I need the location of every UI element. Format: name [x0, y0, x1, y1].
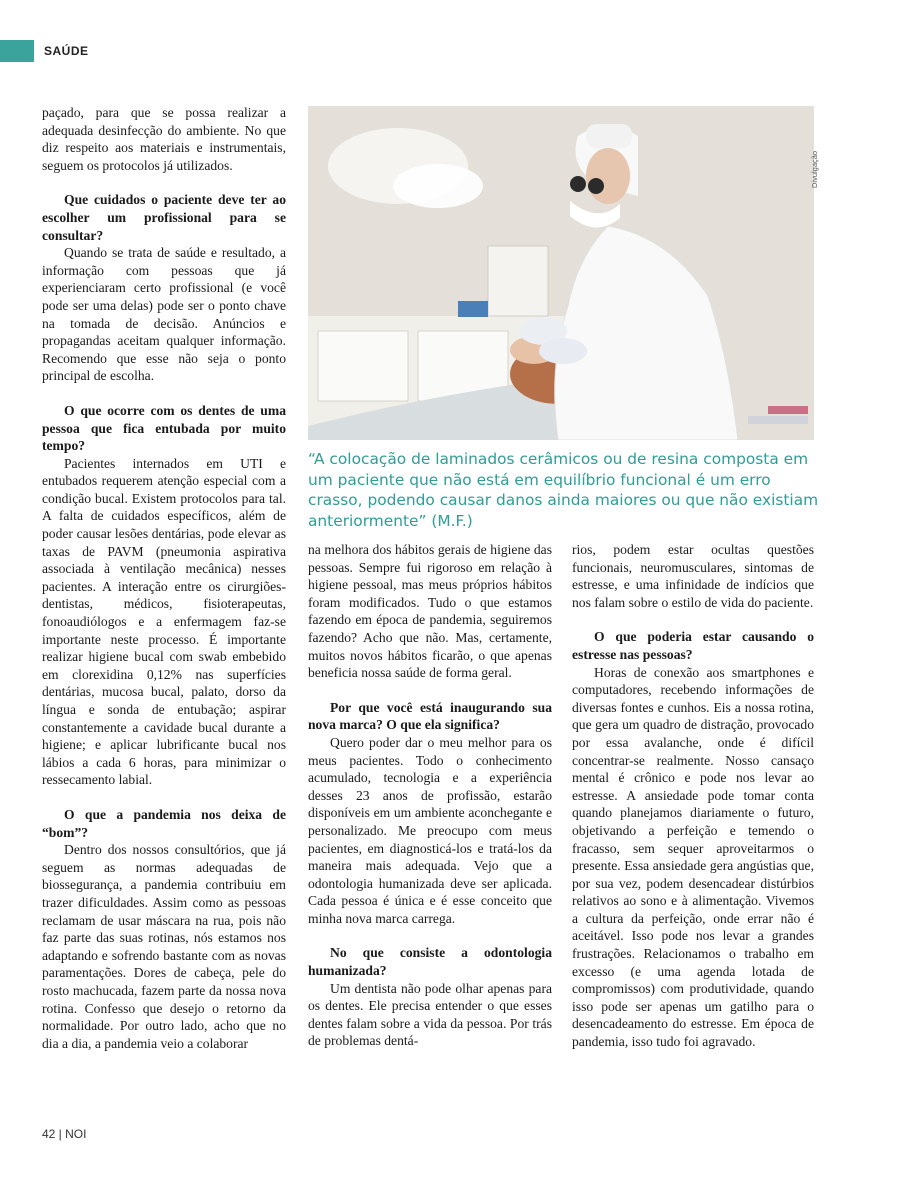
paragraph: Quero poder dar o meu melhor para os meus pacientes. Todo o conhecimento acumulado, tecnologia e a experiência desses 23 anos de profissão, estarão disponíveis em um ambiente aconchegante e personalizado. Me preocupo com meus pacientes, em diagnosticá-los e tratá-los da maneira mais adequada. Vejo que a odontologia humanizada deve ser aplicada. Cada pessoa é única e é esse conceito que minha nova marca carrega. — [308, 734, 552, 926]
paragraph: Horas de conexão aos smartphones e computadores, recebendo informações de diversas fontes e cunhos. Eis a nossa rotina, que gera um quadro de distração, provocado por essa avalanche, onde é difícil concentrar-se realmente. Nosso cansaço mental é crônico e pode nos levar ao estresse. A ansiedade pode tomar conta quando planejamos diariamente o futuro, objetivando a perfeição e temendo o fracasso, sem sequer aproveitarmos o presente. Essa ansiedade gera angústias que, por sua vez, podem desencadear distúrbios relativos ao sono e à alimentação. Vivemos a cultura da perfeição, onde errar não é aceitável. Isso pode nos levar a grandes frustrações. Relacionamos o trabalho em excesso (e uma agenda lotada de compromissos) com produtividade, quando isso pode ser apenas um gatilho para o desencadeamento do estresse. Em época de pandemia, isso tudo foi agravado. — [572, 664, 814, 1050]
paragraph: Quando se trata de saúde e resultado, a informação com pessoas que já experienciaram certo profissional (e você pode ser uma delas) pode ser o ponto chave na tomada de decisão. Anúncios e propagandas aceitam qualquer informação. Recomendo que esse não seja o ponto principal de escolha. — [42, 245, 286, 384]
question-heading: O que poderia estar causando o estresse nas pessoas? — [572, 629, 814, 662]
paragraph: paçado, para que se possa realizar a adequada desinfecção do ambiente. No que diz respeito aos materiais e instrumentais, seguem os protocolos já utilizados. — [42, 105, 286, 173]
question-heading: Que cuidados o paciente deve ter ao escolher um profissional para se consultar? — [42, 192, 286, 243]
paragraph: Pacientes internados em UTI e entubados requerem atenção especial com a condição bucal. Existem protocolos para tal. A falta de cuidados específicos, além de poder causar lesões dentárias, pode elevar as taxas de PAVM (pneumonia aspirativa associada à ventilação mecânica) nesses pacientes. A interação entre os cirurgiões-dentistas, médicos, fisioterapeutas, fonoaudiólogos e a enfermagem faz-se importante neste processo. É importante realizar higiene bucal com swab embebido em clorexidina 0,12% nas superfícies dentárias, mucosa bucal, palato, dorso da língua e sonda de entubação; aspirar constantemente a cavidade bucal durante a higiene; e aplicar lubrificante bucal nos lábios a cada 6 horas, para minimizar o ressecamento labial. — [42, 455, 286, 788]
photo-credit-wrap — [810, 150, 824, 190]
pull-quote: “A colocação de laminados cerâmicos ou de resina composta em um paciente que não está em equilíbrio funcional é um erro crasso, podendo causar danos ainda maiores ou que não existiam anteriormente” (M.F.) — [308, 450, 819, 530]
paragraph: na melhora dos hábitos gerais de higiene das pessoas. Sempre fui rigoroso em relação à higiene pessoal, mas meus próprios hábitos foram modificados. Tudo o que estamos fazendo em época de pandemia, seguiremos fazendo? Acho que não. Mas, certamente, muitos novos hábitos ficarão, o que apenas beneficia nossa saúde de forma geral. — [308, 542, 552, 681]
page-footer: 42 | NOI — [42, 1127, 87, 1141]
paragraph: Um dentista não pode olhar apenas para os dentes. Ele precisa entender o que esses dentes falam sobre a vida da pessoa. Por trás de problemas dentá- — [308, 980, 552, 1049]
photo-credit: Divulgação — [810, 150, 819, 188]
section-label: SAÚDE — [44, 44, 89, 58]
dentist-photo — [308, 106, 814, 440]
dentist-photo-illustration — [308, 106, 814, 440]
question-heading: No que consiste a odontologia humanizada? — [308, 945, 552, 979]
paragraph: Dentro dos nossos consultórios, que já seguem as normas adequadas de biossegurança, a pandemia contribuiu em trazer dificuldades. Assim como as pessoas reclamam de usar máscara na rua, pois não faz parte das suas rotinas, nós estamos nos adaptando e sofrendo bastante com as novas paramentações. Dores de cabeça, pele do rosto machucada, fazem parte da nossa nova rotina. Confesso que desejo o retorno da normalidade. Por outro lado, acho que no dia a dia, a pandemia veio a colaborar — [42, 842, 286, 1051]
question-heading: Por que você está inaugurando sua nova marca? O que ela significa? — [308, 699, 552, 733]
paragraph: rios, podem estar ocultas questões funcionais, neuromusculares, sintomas de estresse, e uma infinidade de indícios que nos falam sobre o estilo de vida do paciente. — [572, 542, 814, 610]
article-column-2 — [308, 541, 552, 1050]
section-tab-marker — [0, 40, 34, 62]
article-column-3 — [572, 541, 814, 1051]
question-heading: O que a pandemia nos deixa de “bom”? — [42, 806, 286, 840]
question-heading: O que ocorre com os dentes de uma pessoa que fica entubada por muito tempo? — [42, 402, 286, 454]
article-column-1 — [42, 104, 286, 1052]
